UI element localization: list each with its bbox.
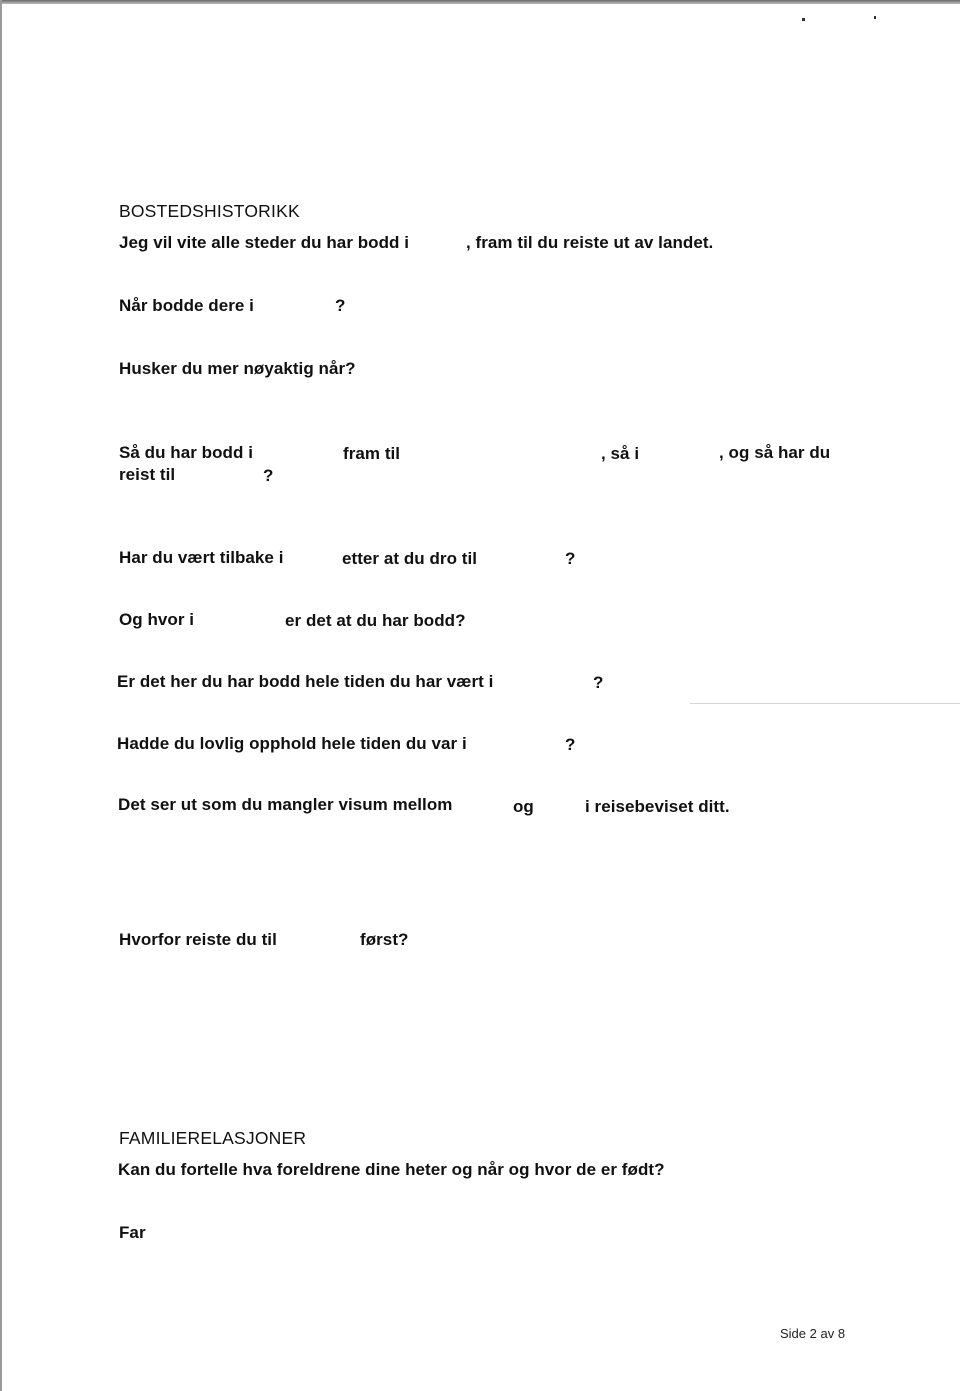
question-text: Når bodde dere i <box>119 296 254 315</box>
question-text: Har du vært tilbake i <box>119 548 284 567</box>
question-text: i reisebeviset ditt. <box>585 797 730 816</box>
scan-speck <box>874 16 876 19</box>
question-text: og <box>513 797 534 816</box>
section-heading-bostedshistorikk: BOSTEDSHISTORIKK <box>119 201 300 221</box>
question-text: ? <box>565 549 576 568</box>
question-text: Far <box>119 1223 146 1242</box>
page-number: Side 2 av 8 <box>780 1326 846 1341</box>
scan-speck <box>802 18 805 21</box>
section-heading-familierelasjoner: FAMILIERELASJONER <box>119 1128 307 1148</box>
question-text: ? <box>565 735 576 754</box>
question-text: Det ser ut som du mangler visum mellom <box>118 795 453 814</box>
question-text: fram til <box>343 444 401 463</box>
scan-edge-left <box>0 0 2 1391</box>
question-text: Er det her du har bodd hele tiden du har vært i <box>117 672 494 691</box>
question-text: Hadde du lovlig opphold hele tiden du var i <box>117 734 467 753</box>
question-text: er det at du har bodd? <box>285 611 466 630</box>
question-text: reist til <box>119 465 176 484</box>
scan-edge-top <box>0 0 960 4</box>
question-text: ? <box>593 673 604 692</box>
question-text: Jeg vil vite alle steder du har bodd i <box>119 233 410 252</box>
question-text: etter at du dro til <box>342 549 478 568</box>
scan-fold-line <box>690 703 960 704</box>
question-text: Så du har bodd i <box>119 443 253 462</box>
question-text: , så i <box>601 444 640 463</box>
question-text: Og hvor i <box>119 610 195 629</box>
question-text: ? <box>263 466 274 485</box>
question-text: Hvorfor reiste du til <box>119 930 277 949</box>
question-text: ? <box>335 296 346 315</box>
question-text: Husker du mer nøyaktig når? <box>119 359 356 378</box>
question-text: først? <box>360 930 409 949</box>
question-text: , fram til du reiste ut av landet. <box>466 233 714 252</box>
question-text: Kan du fortelle hva foreldrene dine heter og når og hvor de er født? <box>118 1160 665 1179</box>
question-text: , og så har du <box>719 443 831 462</box>
